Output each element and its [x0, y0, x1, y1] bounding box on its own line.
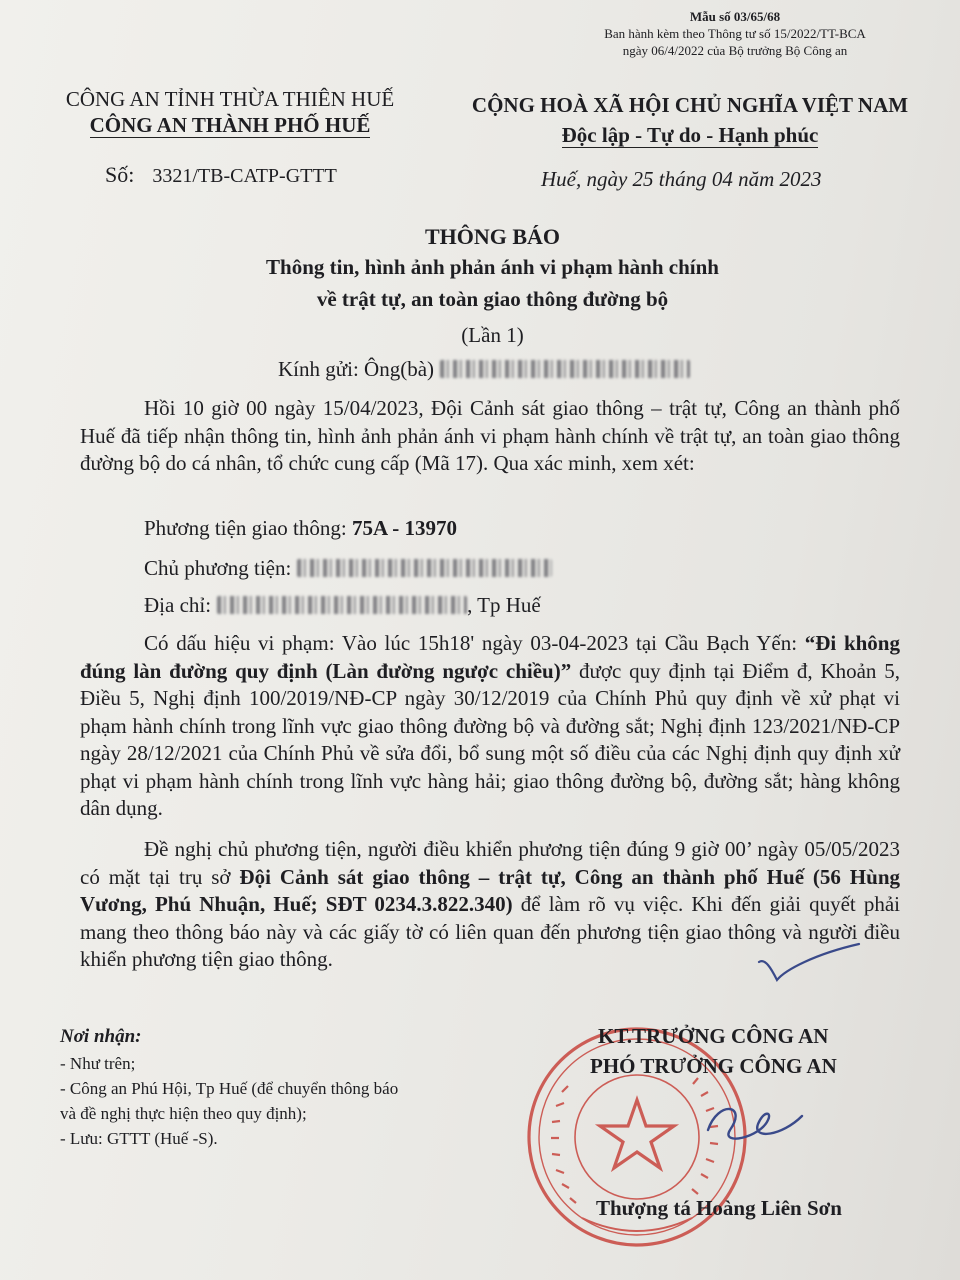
receiver-item: - Lưu: GTTT (Huế -S). — [60, 1129, 218, 1148]
vehicle-label: Phương tiện giao thông: — [144, 516, 347, 540]
nation-header — [440, 90, 940, 150]
violation-legal-basis: được quy định tại Điểm đ, Khoản 5, Điều 5, Nghị định 100/2019/NĐ-CP ngày 30/12/2019 của Chính Phủ quy định về xử phạt vi phạm hành chính trong lĩnh vực giao thông đường bộ và đường sắt; Nghị định 123/2021/NĐ-CP ngày 28/12/2021 của Chính Phủ về sửa đổi, bổ sung một số điều của các Nghị định quy định xử phạt vi phạm hành chính trong lĩnh vực hàng hải; giao thông đường bộ, đường sắt; hàng không dân dụng. — [80, 658, 900, 820]
document-subtitle-2: về trật tự, an toàn giao thông đường bộ — [316, 287, 669, 311]
form-reference — [560, 8, 910, 59]
form-issue-date: ngày 06/4/2022 của Bộ trưởng Bộ Công an — [622, 43, 848, 58]
form-number: Mẫu số 03/65/68 — [689, 9, 781, 24]
redacted-address — [217, 596, 467, 614]
agency-header — [30, 86, 430, 138]
ink-tick-mark — [755, 940, 865, 990]
document-subtitle-1: Thông tin, hình ảnh phản ánh vi phạm hành chính — [266, 255, 719, 279]
document-number — [105, 162, 337, 188]
violation-intro: Có dấu hiệu vi phạm: Vào lúc 15h18' ngày 03-04-2023 tại Cầu Bạch Yến: — [144, 631, 798, 655]
signer-name: Thượng tá Hoàng Liên Sơn — [596, 1196, 842, 1220]
issuing-agency — [30, 112, 430, 138]
recipient-label: Kính gửi: Ông(bà) — [278, 357, 435, 381]
vehicle-field — [144, 516, 457, 541]
nation-name: CỘNG HOÀ XÃ HỘI CHỦ NGHĨA VIỆT NAM — [471, 93, 909, 117]
nation-motto-text: Độc lập - Tự do - Hạnh phúc — [561, 123, 819, 147]
paragraph-violation — [80, 630, 900, 823]
redacted-recipient-name — [440, 360, 690, 378]
owner-field — [144, 556, 552, 581]
summons-rest: để làm rõ vụ việc. Khi đến giải quyết phải mang theo thông báo này và các giấy tờ có liên quan đến phương tiện giao thông và người điều khiển phương tiện giao thông. — [80, 892, 900, 971]
signature-title-1: KT.TRƯỞNG CÔNG AN — [598, 1024, 829, 1048]
paragraph-intake — [80, 395, 900, 478]
recipient-line — [278, 357, 690, 382]
owner-label: Chủ phương tiện: — [144, 556, 292, 580]
nation-motto — [440, 120, 940, 150]
receivers-block — [60, 1024, 398, 1151]
summons-office: Đội Cảnh sát giao thông – trật tự, Công an thành phố Huế (56 Hùng Vương, Phú Nhuận, Huế; SĐT 0234.3.822.340) — [80, 864, 901, 916]
notice-attempt: (Lần 1) — [461, 323, 524, 347]
parent-agency: CÔNG AN TỈNH THỪA THIÊN HUẾ — [65, 87, 395, 111]
receiver-item: và đề nghị thực hiện theo quy định); — [60, 1104, 307, 1123]
redacted-owner-name — [297, 559, 552, 577]
summons-intro: Đề nghị chủ phương tiện, người điều khiển phương tiện đúng 9 giờ 00’ ngày 05/05/2023 có mặt tại trụ sở — [80, 837, 900, 889]
document-number-value: 3321/TB-CATP-GTTT — [152, 165, 337, 187]
violation-description: “Đi không đúng làn đường quy định (Làn đường ngược chiều)” — [80, 631, 900, 683]
document-date: Huế, ngày 25 tháng 04 năm 2023 — [541, 167, 822, 191]
issuing-agency-name: CÔNG AN THÀNH PHỐ HUẾ — [89, 113, 371, 137]
address-city: , Tp Huế — [467, 593, 541, 617]
vehicle-plate: 75A - 13970 — [351, 516, 457, 540]
handwritten-signature — [690, 1090, 810, 1170]
receiver-item: - Như trên; — [60, 1054, 136, 1073]
intake-text: Hồi 10 giờ 00 ngày 15/04/2023, Đội Cảnh sát giao thông – trật tự, Công an thành phố Huế đã tiếp nhận thông tin, hình ảnh phản ánh vi phạm hành chính về trật tự, an toàn giao thông đường bộ do cá nhân, tổ chức cung cấp (Mã 17). Qua xác minh, xem xét: — [80, 396, 900, 475]
receiver-item: - Công an Phú Hội, Tp Huế (để chuyển thông báo — [60, 1079, 399, 1098]
address-label: Địa chỉ: — [144, 593, 212, 617]
signature-title-2: PHÓ TRƯỞNG CÔNG AN — [590, 1054, 837, 1078]
form-circular: Ban hành kèm theo Thông tư số 15/2022/TT-BCA — [604, 26, 866, 41]
receivers-heading: Nơi nhận: — [60, 1026, 142, 1047]
address-field — [144, 593, 541, 618]
document-number-label: Số: — [105, 162, 135, 187]
document-title: THÔNG BÁO — [424, 224, 561, 249]
